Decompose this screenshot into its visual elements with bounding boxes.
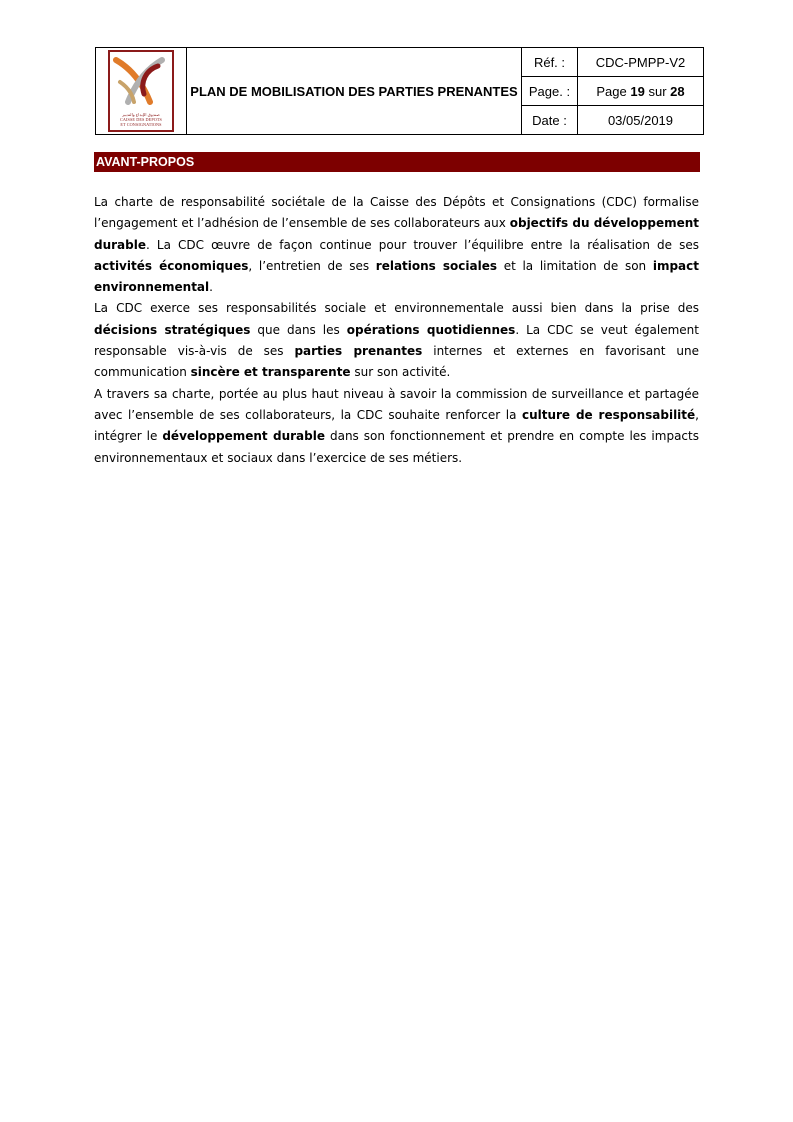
text-run: que dans les — [250, 322, 347, 337]
bold-phrase: sincère et transparente — [190, 365, 351, 380]
page-label: Page. : — [522, 77, 578, 106]
text-run: . La CDC se veut également responsable vis-à-vis de ses — [94, 322, 699, 359]
text-run: La charte de responsabilité sociétale de la Caisse des Dépôts et Consignations (CDC) formalise l’engagement et l’adhésion de l’ensemble de ses collaborateurs aux — [94, 195, 699, 231]
bold-phrase: décisions stratégiques — [94, 322, 251, 337]
date-value: 03/05/2019 — [578, 106, 704, 135]
text-run: dans son fonctionnement et prendre en compte les impacts environnementaux et sociaux dans l’exercice de ses métiers. — [94, 429, 699, 465]
text-run: . La CDC œuvre de façon continue pour trouver l’équilibre entre la réalisation de ses — [146, 237, 699, 252]
text-run: . — [209, 280, 213, 295]
text-run: A travers sa charte, portée au plus haut niveau à savoir la commission de surveillance et partagée avec l’ensemble de ses collaborateurs, la CDC souhaite renforcer la — [94, 386, 699, 422]
logo-brand-arabic: صندوق الإيداع والتدبير — [122, 112, 160, 117]
page-sep: sur — [648, 83, 667, 99]
document-title: PLAN DE MOBILISATION DES PARTIES PRENANTES — [187, 48, 522, 135]
text-run: et la limitation de son — [497, 258, 653, 273]
bold-phrase: opérations quotidiennes — [346, 322, 516, 337]
logo-cell — [96, 48, 187, 135]
logo-brand-line2: ET CONSIGNATIONS — [120, 122, 162, 127]
bold-phrase: activités économiques — [94, 258, 249, 273]
bold-phrase: objectifs du développement durable — [94, 216, 699, 252]
page-total: 28 — [670, 83, 685, 99]
bold-phrase: parties prenantes — [294, 344, 423, 359]
text-run: La CDC exerce ses responsabilités sociale et environnementale aussi bien dans la prise des — [94, 301, 699, 316]
paragraph — [94, 298, 699, 383]
bold-phrase: relations sociales — [375, 258, 497, 273]
text-run: , intégrer le — [94, 407, 699, 444]
date-label: Date : — [522, 106, 578, 135]
ref-label: Réf. : — [522, 48, 578, 77]
text-run: , l’entretien de ses — [248, 258, 376, 273]
page-prefix: Page — [596, 83, 627, 99]
page-value — [578, 77, 704, 106]
logo-brand-text — [112, 112, 170, 127]
paragraph — [94, 384, 699, 469]
ref-value: CDC-PMPP-V2 — [578, 48, 704, 77]
section-heading: AVANT-PROPOS — [94, 152, 700, 172]
text-run: internes et externes en favorisant une communication — [94, 344, 700, 380]
bold-phrase: culture de responsabilité — [521, 407, 696, 422]
text-run: sur son activité. — [350, 365, 451, 380]
cdc-logo — [108, 50, 174, 132]
document-header — [95, 47, 704, 135]
cdc-emblem-icon — [110, 52, 168, 112]
logo-brand-line1: CAISSE DES DEPOTS — [120, 117, 162, 122]
page-current: 19 — [630, 83, 645, 99]
bold-phrase: développement durable — [162, 429, 325, 444]
paragraph — [94, 192, 699, 298]
section-body — [94, 192, 699, 469]
bold-phrase: impact environnemental — [94, 258, 699, 295]
